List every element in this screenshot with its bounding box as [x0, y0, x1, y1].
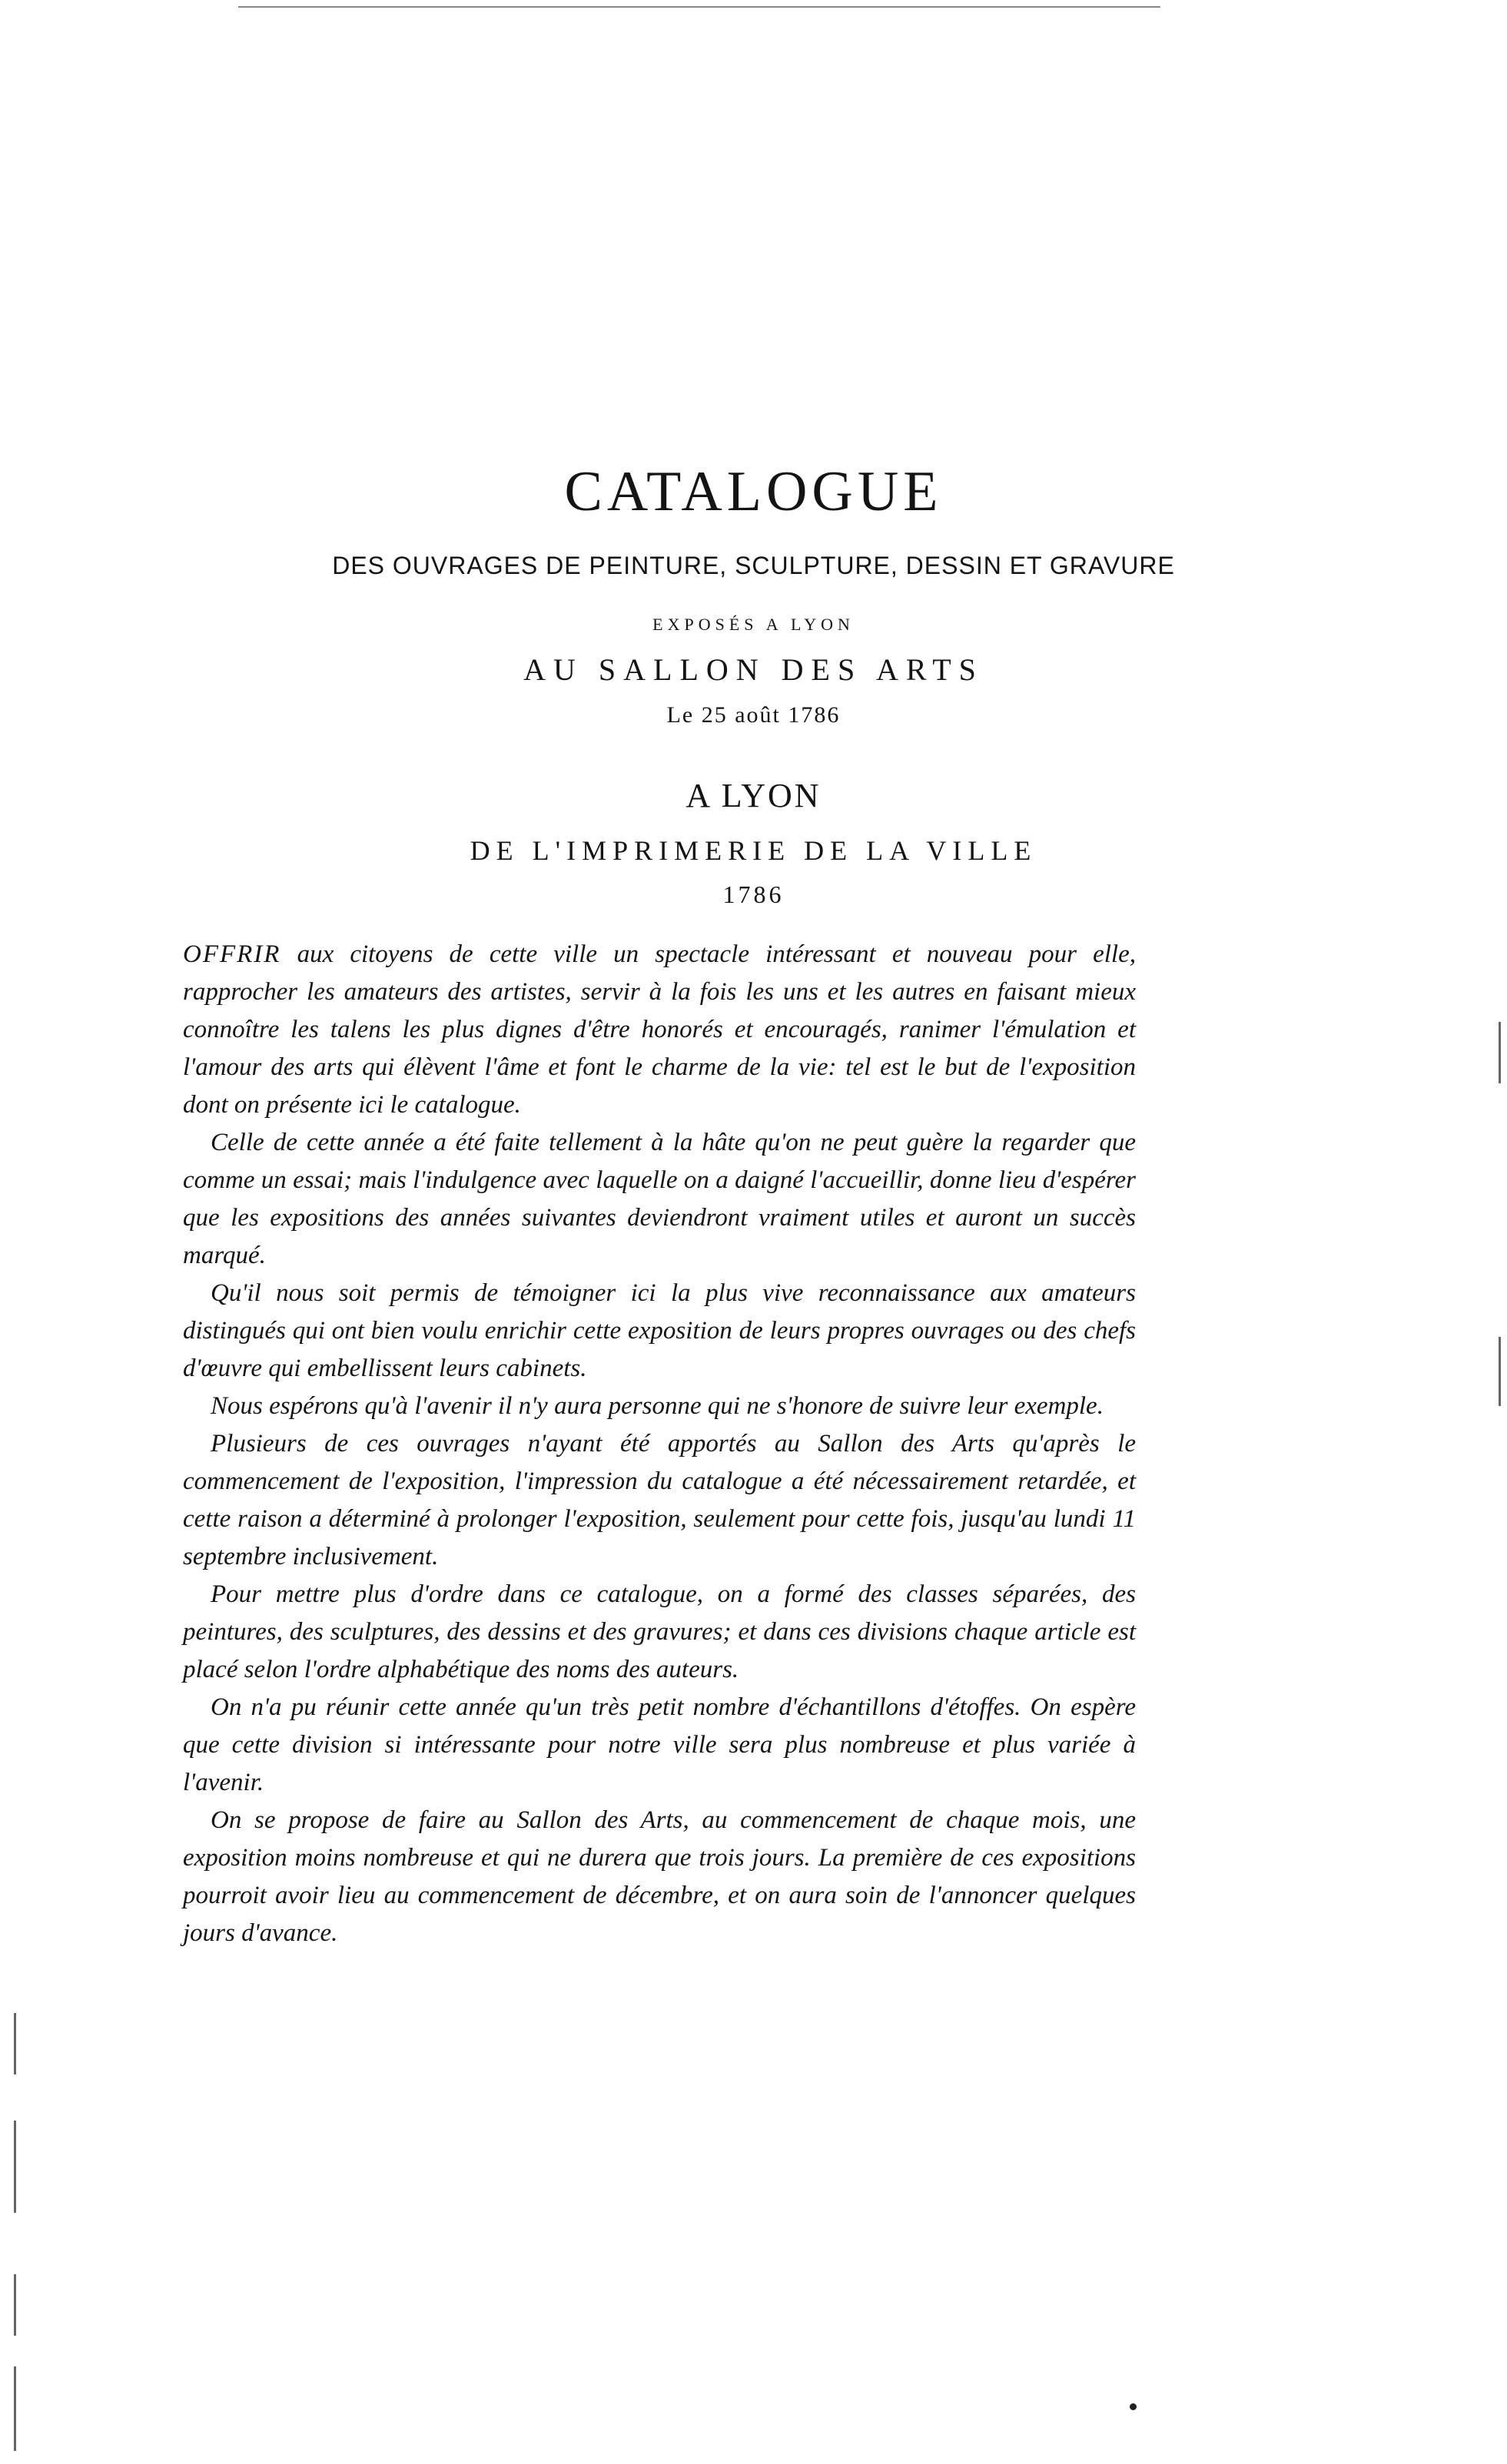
preface-text	[183, 936, 1136, 1952]
right-margin-mark	[1499, 1022, 1501, 1083]
paragraph-7: On n'a pu réunir cette année qu'un très petit nombre d'échantillons d'étoffes. On espère que cette division si intéressante pour notre ville sera plus nombreuse et plus variée à l'avenir.	[183, 1693, 1136, 1796]
paragraph-1-text: aux citoyens de cette ville un spectacle intéressant et nouveau pour elle, rapprocher les amateurs des artistes, servir à la fois les uns et les autres en faisant mieux connoître les talens les plus dignes d'être honorés et encouragés, ranimer l'émulation et l'amour des arts qui élèvent l'âme et font le charme de la vie: tel est le but de l'exposition dont on présente ici le catalogue.	[183, 940, 1136, 1119]
sallon-line: AU SALLON DES ARTS	[523, 652, 984, 687]
paragraph-5: Plusieurs de ces ouvrages n'ayant été apportés au Sallon des Arts qu'après le commencement de l'exposition, l'impression du catalogue a été nécessairement retardée, et cette raison a déterminé à prolonger l'exposition, seulement pour cette fois, jusqu'au lundi 11 septembre inclusivement.	[183, 1430, 1136, 1570]
paragraph-1	[183, 936, 1136, 1124]
date-line: Le 25 août 1786	[666, 702, 841, 728]
left-margin-mark	[14, 2013, 16, 2074]
exposes-line: EXPOSÉS A LYON	[652, 615, 855, 634]
left-margin-mark	[14, 2121, 16, 2213]
paragraph-2: Celle de cette année a été faite tellement à la hâte qu'on ne peut guère la regarder que comme un essai; mais l'indulgence avec laquelle on a daigné l'accueillir, donne lieu d'espérer que les expositions des années suivantes deviendront vraiment utiles et auront un succès marqué.	[183, 1129, 1136, 1269]
right-margin-mark	[1499, 1337, 1501, 1406]
imprint-year: 1786	[722, 880, 785, 908]
left-margin-mark	[14, 2366, 16, 2451]
catalogue-title: CATALOGUE	[564, 460, 943, 523]
top-scan-line	[238, 6, 1160, 8]
paragraph-3: Qu'il nous soit permis de témoigner ici la plus vive reconnaissance aux amateurs distingués qui ont bien voulu enrichir cette exposition de leurs propres ouvrages ou des chefs d'œuvre qui embellissent leurs cabinets.	[183, 1279, 1136, 1382]
imprint-printer: DE L'IMPRIMERIE DE LA VILLE	[470, 835, 1037, 866]
catalogue-subtitle: DES OUVRAGES DE PEINTURE, SCULPTURE, DESSIN ET GRAVURE	[332, 552, 1175, 579]
paragraph-4: Nous espérons qu'à l'avenir il n'y aura personne qui ne s'honore de suivre leur exemple.	[211, 1392, 1104, 1420]
first-word: OFFRIR	[183, 940, 281, 968]
paragraph-8: On se propose de faire au Sallon des Arts, au commencement de chaque mois, une exposition moins nombreuse et qui ne durera que trois jours. La première de ces expositions pourroit avoir lieu au commencement de décembre, et on aura soin de l'annoncer quelques jours d'avance.	[183, 1806, 1136, 1947]
ink-speck	[1130, 2403, 1137, 2410]
left-margin-mark	[14, 2274, 16, 2336]
paragraph-6: Pour mettre plus d'ordre dans ce catalogue, on a formé des classes séparées, des peintures, des sculptures, des dessins et des gravures; et dans ces divisions chaque article est placé selon l'ordre alphabétique des noms des auteurs.	[183, 1580, 1136, 1683]
imprint-city: A LYON	[685, 777, 822, 814]
